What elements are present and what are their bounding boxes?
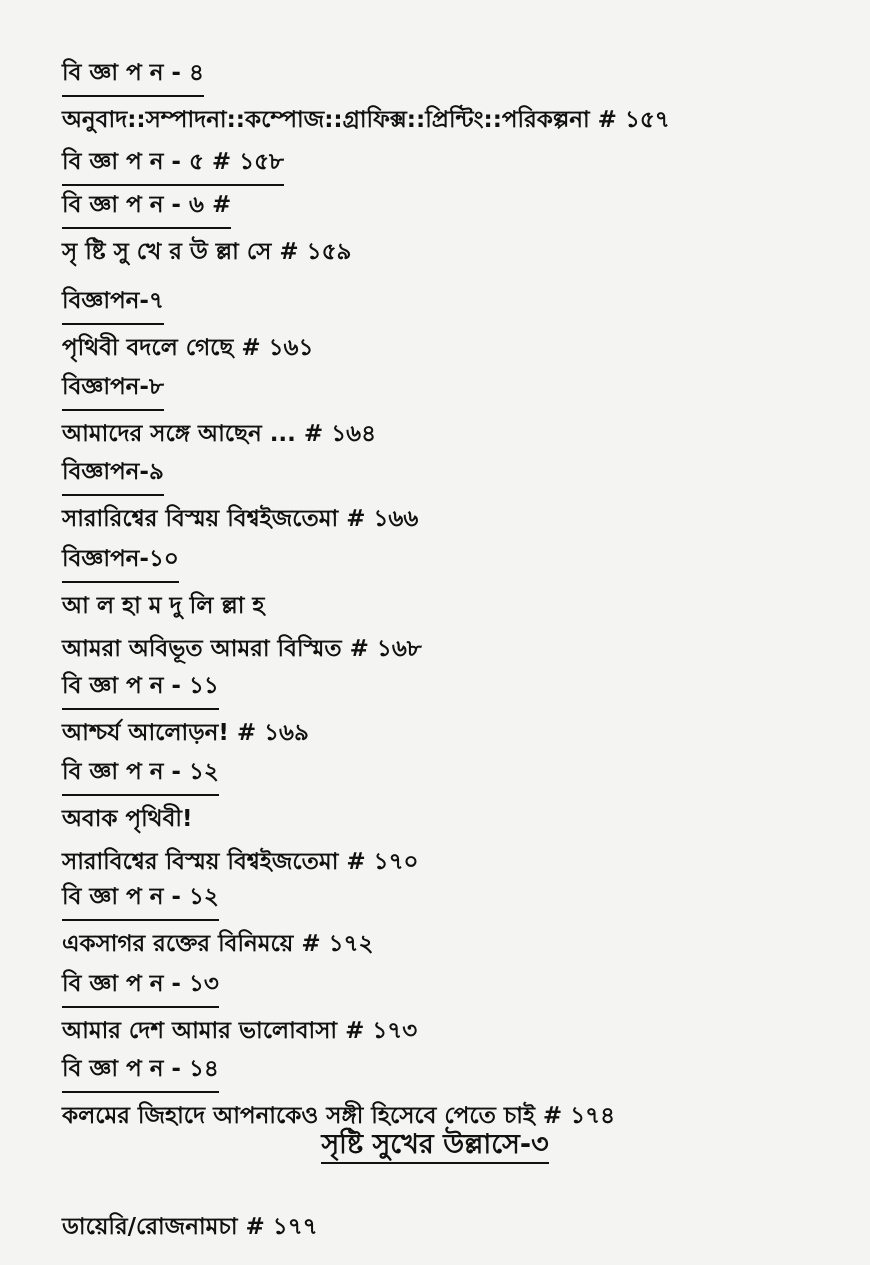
- entry-label: বি জ্ঞা প ন - ১২: [62, 878, 219, 921]
- entry-line: আশ্চর্য আলোড়ন! # ১৬৯: [62, 720, 309, 746]
- entry-4: [62, 282, 852, 368]
- entry-line: সারাবিশ্বের বিস্ময় বিশ্বইজতেমা # ১৭০: [62, 849, 419, 875]
- entry-line: আমরা অবিভূত আমরা বিস্মিত # ১৬৮: [62, 636, 422, 662]
- entry-line: আ ল হা ম দু লি ল্লা হ: [62, 593, 265, 619]
- final-entry: [62, 1204, 852, 1247]
- entry-6: [62, 453, 852, 539]
- entry-label: বিজ্ঞাপন-১০: [62, 540, 179, 583]
- entry-line: অনুবাদ::সম্পাদনা::কম্পোজ::গ্রাফিক্স::প্রিন্টিং::পরিকল্পনা # ১৫৭: [62, 107, 670, 133]
- entry-9: [62, 753, 852, 882]
- entry-label: বি জ্ঞা প ন - ৬ #: [62, 186, 231, 229]
- section-heading: [0, 1124, 870, 1169]
- entry-line: ডায়েরি/রোজনামচা # ১৭৭: [62, 1214, 318, 1240]
- entry-line: কলমের জিহাদে আপনাকেও সঙ্গী হিসেবে পেতে চাই # ১৭৪: [62, 1103, 616, 1129]
- entry-line: একসাগর রক্তের বিনিময়ে # ১৭২: [62, 931, 374, 957]
- entry-label: বিজ্ঞাপন-৭: [62, 282, 164, 325]
- entry-line: পৃথিবী বদলে গেছে # ১৬১: [62, 335, 314, 361]
- entry-label: বি জ্ঞা প ন - ৪: [62, 54, 204, 97]
- entry-label: বিজ্ঞাপন-৮: [62, 368, 164, 411]
- entry-label: বি জ্ঞা প ন - ১২: [62, 753, 219, 796]
- entry-line: আমাদের সঙ্গে আছেন ... # ১৬৪: [62, 421, 376, 447]
- entry-7: [62, 540, 852, 669]
- entry-2: [62, 143, 852, 186]
- entry-label: বি জ্ঞা প ন - ১৩: [62, 965, 219, 1008]
- entry-label: বি জ্ঞা প ন - ৫ # ১৫৮: [62, 143, 284, 186]
- entry-10: [62, 878, 852, 964]
- section-heading-text: সৃষ্টি সুখের উল্লাসে-৩: [321, 1129, 548, 1164]
- entry-line: অবাক পৃথিবী!: [62, 806, 193, 832]
- entry-label: বি জ্ঞা প ন - ১১: [62, 667, 219, 710]
- entry-line: সারারিশ্বের বিস্ময় বিশ্বইজতেমা # ১৬৬: [62, 506, 419, 532]
- entry-11: [62, 965, 852, 1051]
- entry-label: বিজ্ঞাপন-৯: [62, 453, 164, 496]
- entry-3: [62, 186, 852, 272]
- entry-5: [62, 368, 852, 454]
- entry-label: বি জ্ঞা প ন - ১৪: [62, 1050, 219, 1093]
- entry-8: [62, 667, 852, 753]
- entry-line: সৃ ষ্টি সু খে র উ ল্লা সে # ১৫৯: [62, 239, 352, 265]
- entry-line: আমার দেশ আমার ভালোবাসা # ১৭৩: [62, 1018, 418, 1044]
- entry-1: [62, 54, 852, 140]
